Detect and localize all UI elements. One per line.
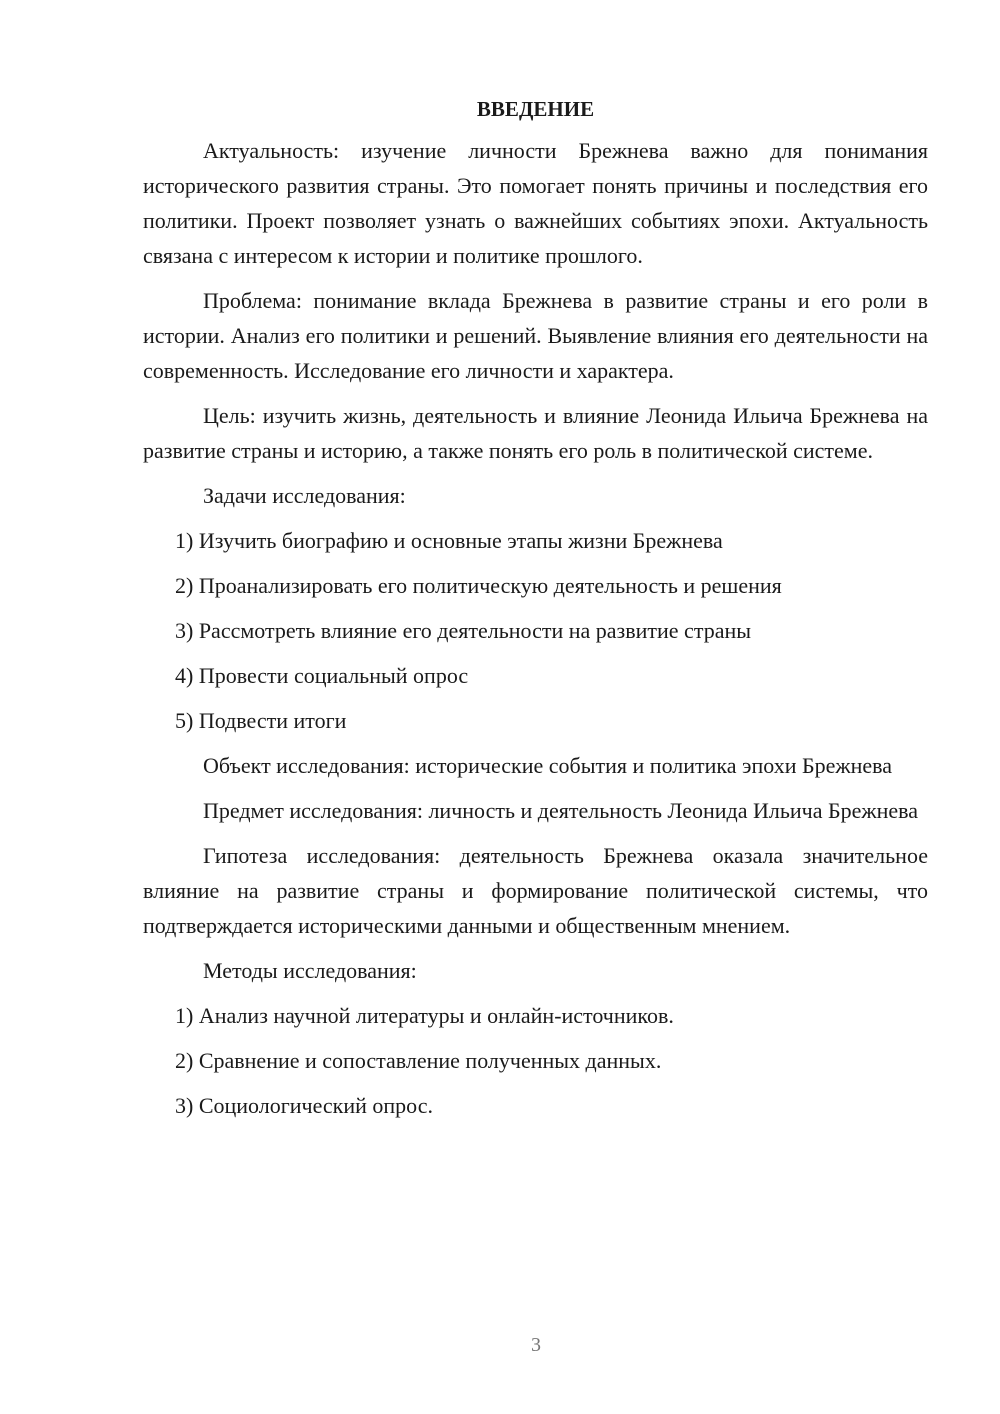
- problem-paragraph: Проблема: понимание вклада Брежнева в развитие страны и его роли в истории. Анализ его политики и решений. Выявление влияния его деятельности на современность. Исследование его личности и характера.: [143, 288, 928, 383]
- hypothesis-paragraph: Гипотеза исследования: деятельность Брежнева оказала значительное влияние на развитие страны и формирование политической системы, что подтверждается историческими данными и общественным мнением.: [143, 843, 928, 938]
- method-item-1: 1) Анализ научной литературы и онлайн-источников.: [175, 1003, 674, 1028]
- tasks-heading: Задачи исследования:: [203, 483, 406, 508]
- task-item-5: 5) Подвести итоги: [175, 708, 347, 733]
- task-item-1: 1) Изучить биографию и основные этапы жизни Брежнева: [175, 528, 723, 553]
- method-item-2: 2) Сравнение и сопоставление полученных данных.: [175, 1048, 662, 1073]
- relevance-paragraph: Актуальность: изучение личности Брежнева важно для понимания исторического развития страны. Это помогает понять причины и последствия его политики. Проект позволяет узнать о важнейших событиях эпохи. Актуальность связана с интересом к истории и политике прошлого.: [143, 138, 928, 268]
- method-item-3: 3) Социологический опрос.: [175, 1093, 433, 1118]
- task-item-4: 4) Провести социальный опрос: [175, 663, 469, 688]
- goal-paragraph: Цель: изучить жизнь, деятельность и влияние Леонида Ильича Брежнева на развитие страны и историю, а также понять его роль в политической системе.: [143, 403, 928, 463]
- document-page: [143, 95, 928, 1133]
- subject-paragraph: Предмет исследования: личность и деятельность Леонида Ильича Брежнева: [203, 798, 919, 823]
- tasks-list: [143, 523, 928, 738]
- page-number: 3: [531, 1334, 541, 1356]
- methods-list: [143, 998, 928, 1123]
- task-item-2: 2) Проанализировать его политическую деятельность и решения: [175, 573, 782, 598]
- methods-heading: Методы исследования:: [203, 958, 417, 983]
- task-item-3: 3) Рассмотреть влияние его деятельности на развитие страны: [175, 618, 752, 643]
- object-paragraph: Объект исследования: исторические события и политика эпохи Брежнева: [203, 753, 892, 778]
- section-title: ВВЕДЕНИЕ: [476, 97, 595, 121]
